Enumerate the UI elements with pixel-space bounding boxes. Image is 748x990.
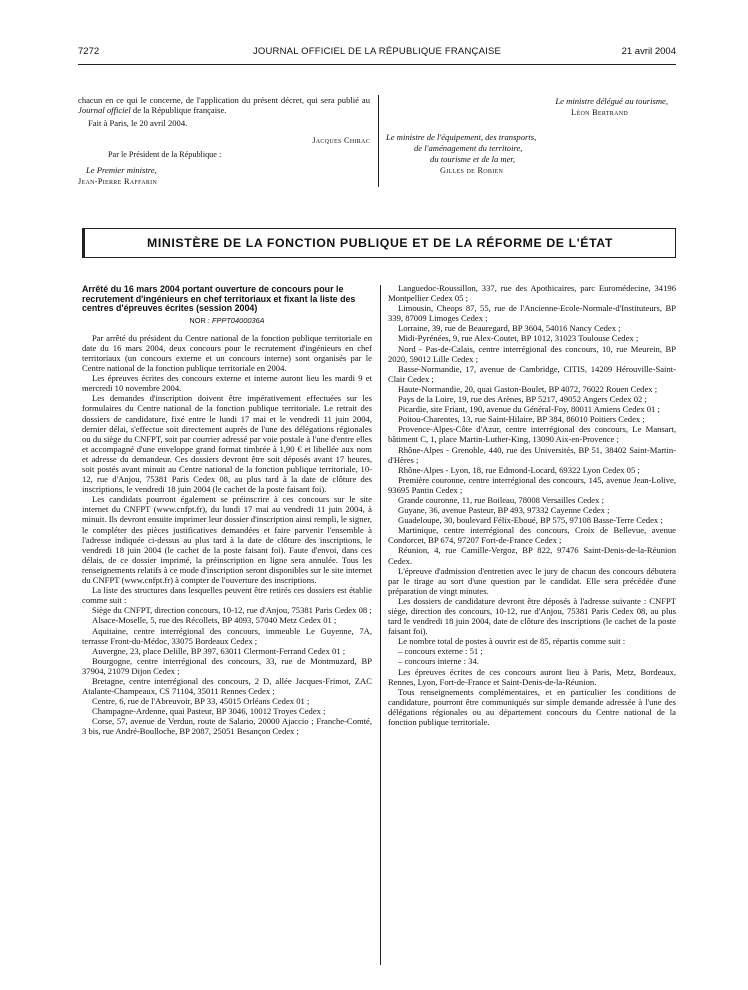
article-paragraph: Siège du CNFPT, direction concours, 10-12, rue d'Anjou, 75381 Paris Cedex 08 ; — [92, 605, 372, 616]
ministry-title: MINISTÈRE DE LA FONCTION PUBLIQUE ET DE LA RÉFORME DE L'ÉTAT — [147, 236, 613, 250]
nor-code: FPPT0400036A — [212, 315, 265, 325]
article-paragraph: Haute-Normandie, 20, quai Gaston-Boulet, BP 4072, 76022 Rouen Cedex ; — [398, 383, 658, 394]
article-paragraph: Première couronne, centre interrégional des concours, 145, avenue Jean-Lolive, 93695 Pantin Cedex ; — [388, 474, 676, 495]
nor-reference — [82, 316, 372, 325]
by-president-line: Par le Président de la République : — [108, 150, 222, 160]
article-paragraph: La liste des structures dans lesquelles peuvent être retirés ces dossiers est établie comme suit : — [82, 585, 372, 606]
equipment-minister-name: Gilles de Robien — [440, 166, 504, 175]
article-paragraph: – concours interne : 34. — [398, 656, 479, 667]
header-rule — [78, 64, 676, 65]
running-header — [78, 46, 676, 60]
article-paragraph: Languedoc-Roussillon, 337, rue des Apothicaires, parc Euromédecine, 34196 Montpellier Cedex 05 ; — [388, 283, 676, 304]
article-paragraph: Limousin, Cheops 87, 55, rue de l'Ancienne-Ecole-Normale-d'Instituteurs, BP 339, 87009 Limoges Cedex ; — [388, 303, 676, 324]
article-paragraph: Les épreuves écrites des concours externe et interne auront lieu les mardi 9 et mercredi 10 novembre 2004. — [82, 373, 372, 394]
article-paragraph: Par arrêté du président du Centre national de la fonction publique territoriale en date du 16 mars 2004, deux concours pour le recrutement d'ingénieurs en chef territoriaux (un concours externe et un concours interne) sont organisés par le Centre national de la fonction publique territoriale en 2004. — [82, 332, 372, 374]
ministry-banner — [82, 228, 676, 258]
article-paragraph: Picardie, site Friant, 190, avenue du Général-Foy, 80011 Amiens Cedex 01 ; — [398, 404, 660, 415]
done-at: Fait à Paris, le 20 avril 2004. — [88, 118, 188, 129]
article-paragraph: Auvergne, 23, place Delille, BP 397, 63011 Clermont-Ferrand Cedex 01 ; — [92, 645, 346, 656]
article-paragraph: Grande couronne, 11, rue Boileau, 78008 Versailles Cedex ; — [398, 494, 604, 505]
column-divider-body — [380, 285, 381, 965]
article-paragraph: Corse, 57, avenue de Verdun, route de Salario, 20000 Ajaccio ; Franche-Comté, 3 bis, rue André-Boulloche, BP 2087, 25051 Besançon Cedex ; — [82, 716, 372, 737]
article-paragraph: Les épreuves écrites de ces concours auront lieu à Paris, Metz, Bordeaux, Rennes, Lyon, Fort-de-France et Saint-Denis-de-la-Réunion. — [388, 666, 676, 687]
article-paragraph: Les candidats pourront également se préinscrire à ces concours sur le site internet du CNFPT (www.cnfpt.fr), du lundi 17 mai au vendredi 11 juin 2004, à minuit. Ils devront ensuite imprimer leur dossier d'inscription ainsi rempli, le signer, le compléter des pièces justificatives demandées et faire parvenir l'ensemble à l'adresse indiquée ci-dessus au plus tard à la date de clôture des inscriptions, le vendredi 18 juin 2004 (le cachet de la poste faisant foi). Faute d'envoi, dans ces délais, de ce dossier imprimé, la préinscription en ligne sera annulée. Tous les renseignements relatifs à ce mode d'inscription seront disponibles sur le site internet du CNFPT (www.cnfpt.fr) à compter de l'ouverture des inscriptions. — [82, 494, 372, 586]
article-paragraph: Nord - Pas-de-Calais, centre interrégional des concours, 10, rue Meurein, BP 2020, 59012 Lille Cedex ; — [388, 343, 676, 364]
nor-label: NOR : — [189, 315, 210, 325]
article-paragraph: Provence-Alpes-Côte d'Azur, centre interrégional des concours, Le Mansart, bâtiment C, 1, place Martin-Luther-King, 13090 Aix-en-Provence ; — [388, 424, 676, 445]
article-paragraph: Alsace-Moselle, 5, rue des Récollets, BP 4093, 57040 Metz Cedex 01 ; — [92, 615, 337, 626]
article-title: Arrêté du 16 mars 2004 portant ouverture de concours pour le recrutement d'ingénieurs en chef territoriaux et fixant la liste des centres d'épreuves écrites (session 2004) — [82, 284, 356, 314]
article-paragraph: Bourgogne, centre interrégional des concours, 33, rue de Montmuzard, BP 37904, 21079 Dijon Cedex ; — [82, 655, 372, 676]
article-paragraph: – concours externe : 51 ; — [398, 646, 483, 657]
page-number: 7272 — [78, 46, 100, 57]
article-paragraph: Basse-Normandie, 17, avenue de Cambridge, CITIS, 14209 Hérouville-Saint-Clair Cedex ; — [388, 363, 676, 384]
equipment-minister-line1: Le ministre de l'équipement, des transports, — [386, 132, 537, 142]
equipment-minister-line2: de l'aménagement du territoire, — [414, 143, 523, 153]
article-paragraph: Le nombre total de postes à ouvrir est de 85, répartis comme suit : — [398, 636, 626, 647]
article-paragraph: Poitou-Charentes, 13, rue Saint-Hilaire, BP 384, 86010 Poitiers Cedex ; — [398, 414, 645, 425]
article-paragraph: Rhône-Alpes - Lyon, 18, rue Edmond-Locard, 69322 Lyon Cedex 05 ; — [398, 464, 640, 475]
article-paragraph: Martinique, centre interrégional des concours, Croix de Bellevue, avenue Condorcet, BP 674, 97207 Fort-de-France Cedex ; — [388, 525, 676, 546]
article-paragraph: Les dossiers de candidature devront être déposés à l'adresse suivante : CNFPT siège, direction des concours, 10-12, rue d'Anjou, 75381 Paris Cedex 08, au plus tard le vendredi 18 juin 2004, date de clôture des inscriptions (le cachet de la poste faisant foi). — [388, 595, 676, 637]
article-paragraph: Tous renseignements complémentaires, et en particulier les conditions de candidature, pourront être communiqués sur simple demande adressée à l'une des délégations régionales ou au département concours du Centre national de la fonction publique territoriale. — [388, 686, 676, 728]
article-paragraph: Réunion, 4, rue Camille-Vergoz, BP 822, 97476 Saint-Denis-de-la-Réunion Cedex. — [388, 545, 676, 566]
article-right-column — [388, 283, 676, 727]
journal-title: JOURNAL OFFICIEL DE LA RÉPUBLIQUE FRANÇAISE — [252, 46, 502, 57]
article-paragraph: Lorraine, 39, rue de Beauregard, BP 3604, 54016 Nancy Cedex ; — [398, 323, 621, 334]
article-paragraph: Guyane, 36, avenue Pasteur, BP 493, 97332 Cayenne Cedex ; — [398, 505, 610, 516]
equipment-minister-line3: du tourisme et de la mer, — [430, 154, 515, 164]
article-paragraph: Midi-Pyrénées, 9, rue Alex-Coutet, BP 1012, 31023 Toulouse Cedex ; — [398, 333, 639, 344]
article-paragraph: Les demandes d'inscription doivent être impérativement effectuées sur les formulaires du Centre national de la fonction publique territoriale. Le retrait des dossiers de candidature, fixé entre le lundi 17 mai et le vendredi 11 juin 2004, dernier délai, s'effectue soit directement auprès de l'une des délégations régionales ou du siège du CNFPT, soit par courrier adressé par voie postale à l'une d'entre elles et accompagné d'une enveloppe grand format timbrée à 1,90 € et libellée aux nom et adresse du demandeur. Ces dossiers devront être soit déposés avant 17 heures, soit postés avant minuit au Centre national de la fonction publique territoriale, 10-12, rue d'Anjou, 75381 Paris Cedex 08, au plus tard à la date de clôture des inscriptions, le vendredi 18 juin 2004 (le cachet de la poste faisant foi). — [82, 393, 372, 495]
left-paragraphs — [82, 333, 372, 737]
article-paragraph: Champagne-Ardenne, quai Pasteur, BP 3046, 10012 Troyes Cedex ; — [92, 706, 326, 717]
article-paragraph: Pays de la Loire, 19, rue des Arènes, BP 5217, 49052 Angers Cedex 02 ; — [398, 394, 647, 405]
issue-date: 21 avril 2004 — [621, 46, 676, 57]
tourism-minister-name: Léon Bertrand — [571, 108, 628, 117]
decree-closing-block — [78, 95, 370, 187]
article-paragraph: Aquitaine, centre interrégional des concours, immeuble Le Guyenne, 7A, terrasse Front-du-Médoc, 33075 Bordeaux Cedex ; — [82, 625, 372, 646]
ministers-signatures-block — [386, 96, 676, 176]
article-left-column — [82, 285, 372, 737]
column-divider-top — [378, 95, 379, 187]
tourism-minister-title: Le ministre délégué au tourisme, — [555, 96, 668, 106]
closing-text: chacun en ce qui le concerne, de l'application du présent décret, qui sera publié au Journal officiel de la République française. — [78, 95, 370, 116]
signatory-name: Jacques Chirac — [312, 136, 370, 146]
article-paragraph: L'épreuve d'admission d'entretien avec le jury de chacun des concours débutera par le tirage au sort d'une question par le candidat. Elle sera précédée d'une préparation de vingt minutes. — [388, 565, 676, 596]
article-paragraph: Bretagne, centre interrégional des concours, 2 D, allée Jacques-Frimot, ZAC Atalante-Champeaux, CS 71104, 35011 Rennes Cedex ; — [82, 675, 372, 697]
pm-name: Jean-Pierre Raffarin — [78, 177, 158, 187]
article-paragraph: Rhône-Alpes - Grenoble, 440, rue des Universités, BP 51, 38402 Saint-Martin-d'Hères ; — [388, 444, 676, 465]
article-paragraph: Centre, 6, rue de l'Abreuvoir, BP 33, 45015 Orléans Cedex 01 ; — [92, 696, 310, 707]
right-paragraphs — [388, 283, 676, 727]
article-paragraph: Guadeloupe, 30, boulevard Félix-Eboué, BP 575, 97108 Basse-Terre Cedex ; — [398, 515, 663, 526]
pm-title: Le Premier ministre, — [86, 165, 157, 176]
